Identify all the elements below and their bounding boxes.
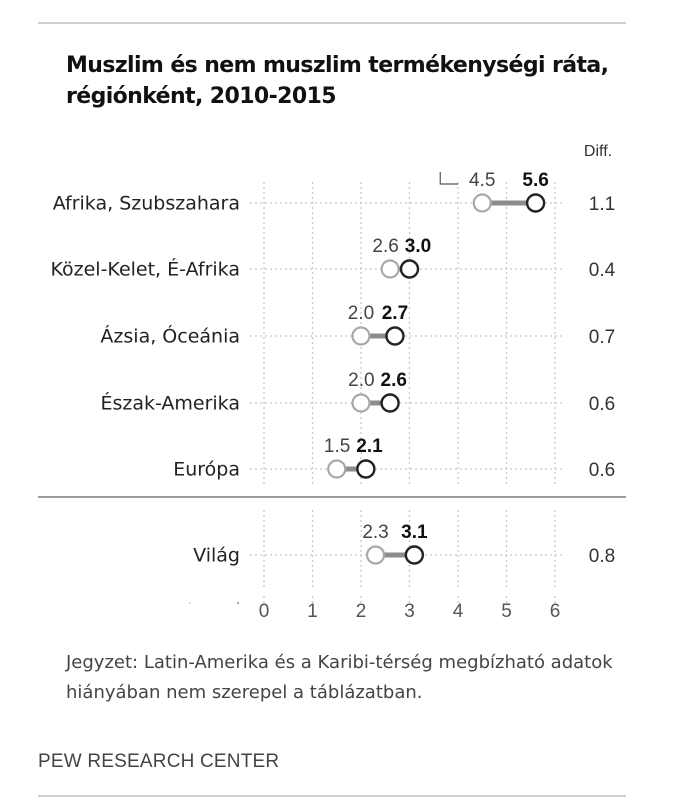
diff-header: Diff. (583, 143, 613, 160)
row-label: Ázsia, Óceánia (100, 325, 240, 348)
footnote: Jegyzet: Latin-Amerika és a Karibi-térség megbízható adatok hiányában nem szerepel a táblázatban. (66, 652, 613, 703)
high-value-label: 2.1 (356, 436, 383, 457)
marker-high (527, 195, 544, 212)
low-value-label: 4.5 (469, 170, 496, 191)
high-value-label: 3.1 (401, 522, 428, 543)
marker-high (401, 261, 418, 278)
marker-low (382, 261, 399, 278)
chart-title: Muszlim és nem muszlim termékenységi ráta, régiónként, 2010-2015 (66, 53, 609, 109)
low-value-label: 1.5 (323, 436, 351, 457)
diff-value: 1.1 (588, 194, 616, 215)
diff-value: 0.7 (588, 327, 616, 348)
axis-dot (237, 602, 239, 604)
low-value-label: 2.0 (348, 370, 375, 391)
x-tick-label: 5 (501, 601, 512, 622)
marker-low (353, 395, 370, 412)
row-label: Közel-Kelet, É-Afrika (50, 258, 240, 281)
row-label: Észak-Amerika (100, 392, 240, 415)
marker-high (406, 547, 423, 564)
diff-value: 0.6 (588, 394, 616, 415)
bottom-rule (38, 795, 626, 797)
marker-low (367, 547, 384, 564)
high-value-label: 5.6 (522, 170, 549, 191)
world-label: Világ (193, 544, 240, 567)
low-value-label: 2.0 (347, 303, 375, 324)
world-diff-value: 0.8 (588, 546, 616, 567)
x-tick-label: 0 (258, 601, 270, 622)
marker-low (353, 328, 370, 345)
x-tick-label: 3 (404, 601, 415, 622)
x-tick-label: 6 (549, 601, 561, 622)
row-label: Afrika, Szubszahara (52, 192, 240, 215)
high-value-label: 3.0 (404, 236, 432, 257)
label-leader (440, 172, 458, 184)
row-label: Európa (173, 458, 240, 481)
marker-low (474, 195, 491, 212)
high-value-label: 2.6 (380, 370, 407, 391)
low-value-label: 2.3 (362, 522, 389, 543)
x-tick-label: 2 (355, 601, 367, 622)
low-value-label: 2.6 (372, 236, 399, 257)
source-credit: PEW RESEARCH CENTER (38, 751, 280, 772)
marker-high (357, 461, 374, 478)
high-value-label: 2.7 (381, 303, 409, 324)
diff-value: 0.4 (588, 260, 616, 281)
marker-high (386, 328, 403, 345)
marker-low (328, 461, 345, 478)
x-tick-label: 4 (452, 601, 464, 622)
diff-value: 0.6 (588, 460, 616, 481)
x-tick-label: 1 (307, 601, 318, 622)
axis-dot (189, 602, 191, 604)
marker-high (382, 395, 399, 412)
